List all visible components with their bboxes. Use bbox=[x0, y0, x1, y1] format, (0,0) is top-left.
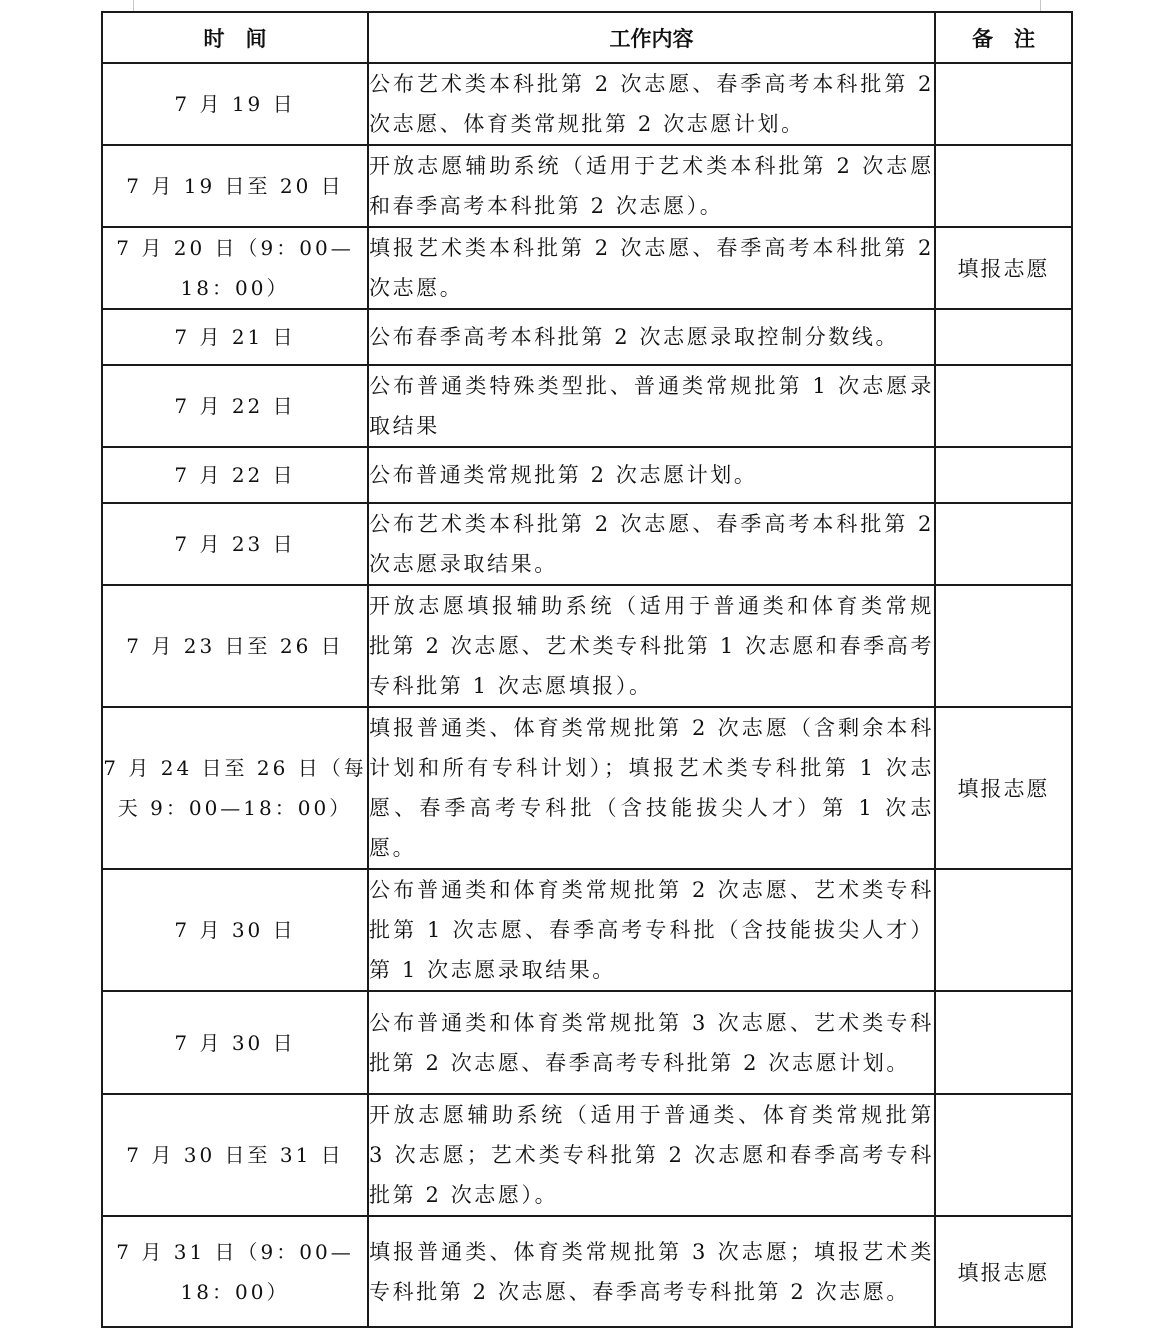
row-note bbox=[935, 1094, 1072, 1216]
table-row bbox=[102, 503, 1072, 585]
header-time: 时 间 bbox=[102, 12, 368, 63]
row-time: 7 月 31 日（9：00—18：00） bbox=[102, 1216, 368, 1327]
row-time: 7 月 21 日 bbox=[102, 309, 368, 365]
table-row bbox=[102, 869, 1072, 991]
table-row bbox=[102, 145, 1072, 227]
row-content: 开放志愿辅助系统（适用于艺术类本科批第 2 次志愿和春季高考本科批第 2 次志愿）。 bbox=[368, 145, 935, 227]
row-time: 7 月 30 日 bbox=[102, 991, 368, 1094]
row-content: 开放志愿辅助系统（适用于普通类、体育类常规批第 3 次志愿；艺术类专科批第 2 次志愿和春季高考专科批第 2 次志愿）。 bbox=[368, 1094, 935, 1216]
row-time: 7 月 22 日 bbox=[102, 447, 368, 503]
row-time: 7 月 23 日至 26 日 bbox=[102, 585, 368, 707]
row-time: 7 月 23 日 bbox=[102, 503, 368, 585]
row-content: 公布普通类和体育类常规批第 3 次志愿、艺术类专科批第 2 次志愿、春季高考专科批第 2 次志愿计划。 bbox=[368, 991, 935, 1094]
row-time: 7 月 22 日 bbox=[102, 365, 368, 447]
table-row bbox=[102, 365, 1072, 447]
table-row bbox=[102, 447, 1072, 503]
row-time: 7 月 19 日 bbox=[102, 63, 368, 145]
row-content: 填报普通类、体育类常规批第 3 次志愿；填报艺术类专科批第 2 次志愿、春季高考专科批第 2 次志愿。 bbox=[368, 1216, 935, 1327]
header-note: 备 注 bbox=[935, 12, 1072, 63]
row-content: 公布普通类和体育类常规批第 2 次志愿、艺术类专科批第 1 次志愿、春季高考专科批（含技能拔尖人才）第 1 次志愿录取结果。 bbox=[368, 869, 935, 991]
table-row bbox=[102, 991, 1072, 1094]
row-note: 填报志愿 bbox=[935, 1216, 1072, 1327]
row-note bbox=[935, 309, 1072, 365]
header-content: 工作内容 bbox=[368, 12, 935, 63]
row-note: 填报志愿 bbox=[935, 707, 1072, 869]
table-row bbox=[102, 1094, 1072, 1216]
schedule-table bbox=[101, 11, 1073, 1328]
table-row bbox=[102, 707, 1072, 869]
row-content: 公布普通类常规批第 2 次志愿计划。 bbox=[368, 447, 935, 503]
row-content: 公布艺术类本科批第 2 次志愿、春季高考本科批第 2 次志愿录取结果。 bbox=[368, 503, 935, 585]
row-time: 7 月 24 日至 26 日（每天 9：00—18：00） bbox=[102, 707, 368, 869]
table-row bbox=[102, 63, 1072, 145]
table-header-row bbox=[102, 12, 1072, 63]
row-note bbox=[935, 991, 1072, 1094]
row-time: 7 月 20 日（9：00—18：00） bbox=[102, 227, 368, 309]
row-content: 填报普通类、体育类常规批第 2 次志愿（含剩余本科计划和所有专科计划）；填报艺术类专科批第 1 次志愿、春季高考专科批（含技能拔尖人才）第 1 次志愿。 bbox=[368, 707, 935, 869]
row-content: 填报艺术类本科批第 2 次志愿、春季高考本科批第 2 次志愿。 bbox=[368, 227, 935, 309]
row-content: 公布艺术类本科批第 2 次志愿、春季高考本科批第 2 次志愿、体育类常规批第 2 次志愿计划。 bbox=[368, 63, 935, 145]
row-time: 7 月 30 日 bbox=[102, 869, 368, 991]
row-note bbox=[935, 365, 1072, 447]
row-content: 开放志愿填报辅助系统（适用于普通类和体育类常规批第 2 次志愿、艺术类专科批第 1 次志愿和春季高考专科批第 1 次志愿填报）。 bbox=[368, 585, 935, 707]
table-row bbox=[102, 227, 1072, 309]
row-note bbox=[935, 869, 1072, 991]
row-note bbox=[935, 585, 1072, 707]
table-row bbox=[102, 585, 1072, 707]
table-row bbox=[102, 309, 1072, 365]
row-note bbox=[935, 145, 1072, 227]
table-row bbox=[102, 1216, 1072, 1327]
row-content: 公布普通类特殊类型批、普通类常规批第 1 次志愿录取结果 bbox=[368, 365, 935, 447]
row-time: 7 月 30 日至 31 日 bbox=[102, 1094, 368, 1216]
row-note bbox=[935, 503, 1072, 585]
row-content: 公布春季高考本科批第 2 次志愿录取控制分数线。 bbox=[368, 309, 935, 365]
row-note: 填报志愿 bbox=[935, 227, 1072, 309]
row-note bbox=[935, 63, 1072, 145]
row-note bbox=[935, 447, 1072, 503]
row-time: 7 月 19 日至 20 日 bbox=[102, 145, 368, 227]
